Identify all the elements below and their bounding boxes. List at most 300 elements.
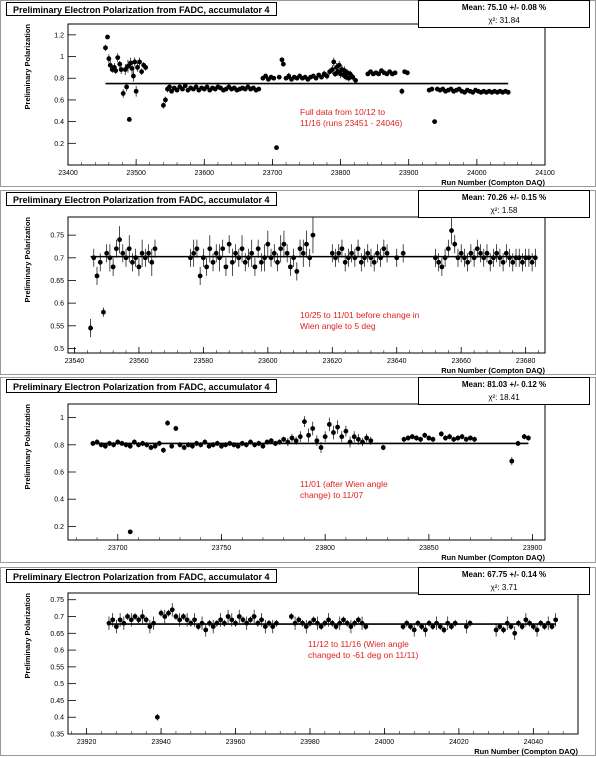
- y-tick-label: 0.6: [54, 300, 64, 308]
- data-point: [244, 442, 249, 447]
- y-tick-label: 0.4: [54, 714, 64, 722]
- data-point: [298, 434, 303, 439]
- data-point: [265, 440, 270, 445]
- data-point: [132, 440, 137, 445]
- data-point: [207, 621, 212, 626]
- data-point: [330, 67, 335, 72]
- data-point: [442, 628, 447, 633]
- data-point: [207, 246, 212, 251]
- data-point: [227, 441, 232, 446]
- stats-chi-value: 1.58: [501, 206, 518, 215]
- data-point: [246, 255, 251, 260]
- annotation-text: 11/12 to 11/16 (Wien angle: [308, 639, 409, 649]
- data-point: [418, 437, 423, 442]
- y-tick-label: 0.7: [54, 614, 64, 621]
- x-axis-label: Run Number (Compton DAQ): [441, 553, 545, 562]
- x-tick-label: 23680: [515, 358, 536, 365]
- annotation-text: Wien angle to 5 deg: [300, 321, 376, 331]
- chart-title: Preliminary Electron Polarization from FADC, accumulator 4: [6, 2, 277, 16]
- data-point: [253, 264, 258, 269]
- data-point: [211, 260, 216, 265]
- data-point: [127, 246, 132, 251]
- chart-svg-4: [0, 567, 596, 756]
- data-point: [114, 624, 119, 629]
- data-point: [293, 621, 298, 626]
- data-point: [381, 445, 386, 450]
- x-tick-label: 23620: [322, 358, 343, 365]
- data-point: [202, 440, 207, 445]
- data-point: [460, 434, 465, 439]
- x-tick-label: 23580: [193, 358, 214, 365]
- data-point: [233, 251, 238, 256]
- chart-panel-3: [0, 377, 596, 563]
- data-point: [372, 260, 377, 265]
- data-point: [401, 251, 406, 256]
- data-point: [256, 246, 261, 251]
- data-point: [105, 35, 110, 40]
- data-point: [110, 617, 115, 622]
- data-point: [98, 260, 103, 265]
- data-point: [111, 442, 116, 447]
- data-point: [510, 260, 515, 265]
- data-point: [294, 269, 299, 274]
- data-point: [330, 621, 335, 626]
- data-point: [401, 624, 406, 629]
- data-point: [422, 433, 427, 438]
- y-tick-label: 0.5: [54, 345, 64, 353]
- data-point: [452, 242, 457, 247]
- data-point: [107, 255, 112, 260]
- data-point: [416, 621, 421, 626]
- data-point: [405, 70, 410, 75]
- data-point: [491, 255, 496, 260]
- y-tick-label: 0.55: [50, 323, 64, 331]
- data-point: [315, 621, 320, 626]
- data-point: [290, 436, 295, 441]
- data-point: [336, 251, 341, 256]
- data-point: [211, 442, 216, 447]
- data-point: [331, 60, 336, 65]
- data-point: [497, 255, 502, 260]
- data-point: [132, 60, 137, 65]
- data-point: [406, 436, 411, 441]
- data-point: [364, 436, 369, 441]
- data-point: [472, 437, 477, 442]
- stats-box: [418, 377, 590, 405]
- data-point: [224, 264, 229, 269]
- data-point: [402, 437, 407, 442]
- data-point: [333, 255, 338, 260]
- data-point: [140, 614, 145, 619]
- data-point: [520, 624, 525, 629]
- data-point: [352, 255, 357, 260]
- data-point: [337, 63, 342, 68]
- data-point: [144, 442, 149, 447]
- y-tick-label: 0.6: [54, 469, 64, 477]
- data-point: [438, 624, 443, 629]
- data-point: [400, 89, 405, 94]
- data-point: [434, 621, 439, 626]
- data-point: [182, 445, 187, 450]
- data-point: [115, 55, 120, 60]
- data-point: [113, 68, 118, 73]
- chart-panel-1: [0, 0, 596, 187]
- data-point: [219, 444, 224, 449]
- data-point: [323, 434, 328, 439]
- data-point: [352, 434, 357, 439]
- data-point: [244, 621, 249, 626]
- data-point: [488, 260, 493, 265]
- data-point: [538, 621, 543, 626]
- data-point: [280, 57, 285, 62]
- annotation-text: 11/01 (after Wien angle: [300, 479, 388, 489]
- stats-chi: [419, 393, 589, 402]
- data-point: [240, 441, 245, 446]
- y-tick-label: 0.35: [50, 731, 64, 739]
- x-tick-label: 23560: [129, 358, 149, 365]
- data-point: [125, 614, 130, 619]
- data-point: [501, 628, 506, 633]
- x-tick-label: 23700: [108, 545, 128, 552]
- data-point: [229, 617, 234, 622]
- y-tick-label: 1: [60, 415, 64, 423]
- data-point: [192, 617, 197, 622]
- stats-chi: [419, 206, 589, 215]
- stats-chi-label: χ²:: [490, 206, 500, 215]
- plot-frame: [68, 404, 545, 540]
- y-tick-label: 0.5: [54, 681, 64, 689]
- data-point: [446, 246, 451, 251]
- data-point: [134, 89, 139, 94]
- data-point: [506, 90, 511, 95]
- data-point: [131, 74, 136, 79]
- data-point: [107, 441, 112, 446]
- data-point: [252, 614, 257, 619]
- data-point: [451, 437, 456, 442]
- data-point: [485, 251, 490, 256]
- data-point: [261, 444, 266, 449]
- annotation-text: change) to 11/07: [300, 490, 364, 500]
- data-point: [381, 246, 386, 251]
- data-point: [291, 255, 296, 260]
- y-tick-label: 0.4: [54, 119, 64, 127]
- data-point: [449, 624, 454, 629]
- stats-mean-label: Mean:: [461, 3, 485, 12]
- x-tick-label: 24100: [535, 170, 555, 177]
- data-point: [349, 251, 354, 256]
- stats-chi: [419, 16, 589, 25]
- y-tick-label: 0.75: [50, 597, 64, 605]
- data-point: [423, 628, 428, 633]
- data-point: [522, 434, 527, 439]
- y-tick-label: 0.65: [50, 277, 64, 285]
- data-point: [240, 246, 245, 251]
- data-point: [277, 75, 282, 80]
- chart-title: Preliminary Electron Polarization from FADC, accumulator 4: [6, 569, 277, 583]
- data-point: [230, 260, 235, 265]
- data-point: [88, 326, 93, 331]
- data-point: [414, 436, 419, 441]
- data-point: [143, 255, 148, 260]
- data-point: [445, 621, 450, 626]
- data-point: [274, 621, 279, 626]
- stats-chi-value: 31.84: [499, 16, 520, 25]
- data-point: [95, 440, 100, 445]
- data-point: [344, 429, 349, 434]
- data-point: [501, 260, 506, 265]
- data-point: [497, 624, 502, 629]
- stats-box: [418, 0, 590, 28]
- data-point: [281, 62, 286, 67]
- data-point: [107, 621, 112, 626]
- data-point: [330, 251, 335, 256]
- data-point: [509, 459, 514, 464]
- stats-mean-label: Mean:: [461, 193, 485, 202]
- y-axis-label: Preliminary Polarization: [23, 404, 32, 490]
- data-point: [211, 624, 216, 629]
- data-point: [215, 621, 220, 626]
- data-point: [546, 621, 551, 626]
- data-point: [288, 264, 293, 269]
- data-point: [195, 246, 200, 251]
- data-point: [207, 444, 212, 449]
- data-point: [360, 440, 365, 445]
- data-point: [265, 242, 270, 247]
- x-tick-label: 23540: [64, 358, 85, 365]
- data-point: [345, 621, 350, 626]
- data-point: [553, 617, 558, 622]
- data-point: [335, 425, 340, 430]
- data-point: [200, 621, 205, 626]
- data-point: [464, 437, 469, 442]
- x-tick-label: 23850: [419, 545, 439, 552]
- data-point: [432, 119, 437, 124]
- data-point: [475, 246, 480, 251]
- annotation-text: changed to -61 deg on 11/11): [308, 650, 419, 660]
- data-point: [363, 624, 368, 629]
- x-tick-label: 24020: [449, 739, 469, 746]
- data-point: [494, 251, 499, 256]
- data-point: [465, 260, 470, 265]
- data-point: [103, 444, 108, 449]
- data-point: [481, 255, 486, 260]
- data-point: [233, 621, 238, 626]
- data-point: [331, 430, 336, 435]
- data-point: [118, 617, 123, 622]
- data-point: [301, 251, 306, 256]
- x-tick-label: 23400: [58, 170, 78, 177]
- x-tick-label: 23960: [225, 739, 246, 746]
- x-tick-label: 23900: [398, 170, 419, 177]
- y-tick-label: 0.65: [50, 630, 64, 638]
- data-point: [114, 246, 119, 251]
- data-point: [232, 442, 237, 447]
- data-point: [243, 260, 248, 265]
- data-point: [119, 67, 124, 72]
- data-point: [269, 438, 274, 443]
- data-point: [237, 614, 242, 619]
- stats-chi: [419, 583, 589, 592]
- data-point: [494, 628, 499, 633]
- data-point: [223, 442, 228, 447]
- data-point: [104, 251, 109, 256]
- data-point: [431, 437, 436, 442]
- data-point: [306, 433, 311, 438]
- data-point: [153, 444, 158, 449]
- stats-box: [418, 190, 590, 218]
- data-point: [447, 434, 452, 439]
- y-tick-label: 0.8: [54, 442, 64, 450]
- stats-mean-label: Mean:: [461, 380, 485, 389]
- x-tick-label: 23940: [151, 739, 171, 746]
- data-point: [166, 611, 171, 616]
- y-tick-label: 0.2: [54, 140, 64, 148]
- data-point: [464, 624, 469, 629]
- data-point: [101, 310, 106, 315]
- data-point: [262, 255, 267, 260]
- data-point: [137, 60, 142, 65]
- data-point: [190, 444, 195, 449]
- data-point: [255, 621, 260, 626]
- data-point: [285, 251, 290, 256]
- data-point: [359, 260, 364, 265]
- stats-chi-label: χ²:: [488, 16, 498, 25]
- y-axis-label: Preliminary Polarization: [23, 24, 32, 110]
- data-point: [410, 434, 415, 439]
- data-point: [188, 621, 193, 626]
- y-axis-label: Preliminary Polarization: [23, 217, 32, 303]
- data-point: [270, 624, 275, 629]
- data-point: [256, 87, 261, 92]
- data-point: [252, 442, 257, 447]
- data-point: [456, 255, 461, 260]
- stats-chi-label: χ²:: [490, 583, 500, 592]
- data-point: [523, 617, 528, 622]
- stats-mean: [419, 380, 589, 389]
- data-point: [120, 441, 125, 446]
- data-point: [517, 255, 522, 260]
- data-point: [248, 617, 253, 622]
- data-point: [149, 260, 154, 265]
- data-point: [241, 617, 246, 622]
- data-point: [220, 246, 225, 251]
- y-tick-label: 0.4: [54, 496, 64, 504]
- data-point: [111, 264, 116, 269]
- data-point: [412, 628, 417, 633]
- data-point: [462, 255, 467, 260]
- chart-title: Preliminary Electron Polarization from FADC, accumulator 4: [6, 192, 277, 206]
- data-point: [542, 624, 547, 629]
- data-point: [340, 246, 345, 251]
- data-point: [274, 145, 279, 150]
- data-point: [149, 445, 154, 450]
- data-point: [136, 617, 141, 622]
- data-point: [217, 255, 222, 260]
- x-tick-label: 23600: [258, 358, 278, 365]
- data-point: [165, 421, 170, 426]
- data-point: [505, 621, 510, 626]
- stats-box: [418, 567, 590, 595]
- plot-frame: [68, 593, 578, 734]
- data-point: [133, 614, 138, 619]
- stats-chi-value: 3.71: [501, 583, 518, 592]
- data-point: [201, 255, 206, 260]
- data-point: [314, 438, 319, 443]
- data-point: [196, 624, 201, 629]
- data-point: [527, 621, 532, 626]
- data-point: [531, 624, 536, 629]
- data-point: [103, 45, 108, 50]
- data-point: [356, 437, 361, 442]
- data-point: [140, 441, 145, 446]
- chart-panel-2: [0, 190, 596, 375]
- data-point: [526, 436, 531, 441]
- stats-mean: [419, 570, 589, 579]
- y-tick-label: 0.7: [54, 255, 64, 263]
- data-point: [130, 260, 135, 265]
- data-point: [124, 255, 129, 260]
- x-tick-label: 23700: [262, 170, 283, 177]
- data-point: [108, 63, 113, 68]
- data-point: [512, 631, 517, 636]
- data-point: [281, 437, 286, 442]
- data-point: [459, 251, 464, 256]
- stats-chi-label: χ²:: [488, 393, 498, 402]
- data-point: [155, 715, 160, 720]
- data-point: [378, 255, 383, 260]
- x-tick-label: 24040: [523, 739, 544, 746]
- data-point: [278, 246, 283, 251]
- data-point: [198, 274, 203, 279]
- data-point: [550, 624, 555, 629]
- data-point: [296, 617, 301, 622]
- data-point: [326, 617, 331, 622]
- data-point: [404, 621, 409, 626]
- data-point: [311, 233, 316, 238]
- data-point: [375, 251, 380, 256]
- data-point: [369, 255, 374, 260]
- data-point: [449, 228, 454, 233]
- data-point: [289, 614, 294, 619]
- x-tick-label: 23600: [194, 170, 215, 177]
- data-point: [334, 624, 339, 629]
- data-point: [304, 624, 309, 629]
- data-point: [170, 607, 175, 612]
- data-point: [227, 242, 232, 247]
- data-point: [181, 614, 186, 619]
- data-point: [325, 74, 330, 79]
- data-point: [353, 78, 358, 83]
- data-point: [443, 436, 448, 441]
- data-point: [304, 242, 309, 247]
- data-point: [327, 422, 332, 427]
- data-point: [504, 251, 509, 256]
- stats-mean: [419, 3, 589, 12]
- x-tick-label: 24000: [374, 739, 395, 746]
- x-tick-label: 23800: [330, 170, 351, 177]
- data-point: [144, 617, 149, 622]
- data-point: [259, 617, 264, 622]
- data-point: [147, 624, 152, 629]
- data-point: [151, 621, 156, 626]
- x-tick-label: 23900: [522, 545, 543, 552]
- data-point: [162, 614, 167, 619]
- stats-mean-value: 67.75 +/- 0.14 %: [487, 570, 547, 579]
- data-point: [135, 65, 140, 70]
- data-point: [285, 440, 290, 445]
- data-point: [236, 444, 241, 449]
- data-point: [248, 440, 253, 445]
